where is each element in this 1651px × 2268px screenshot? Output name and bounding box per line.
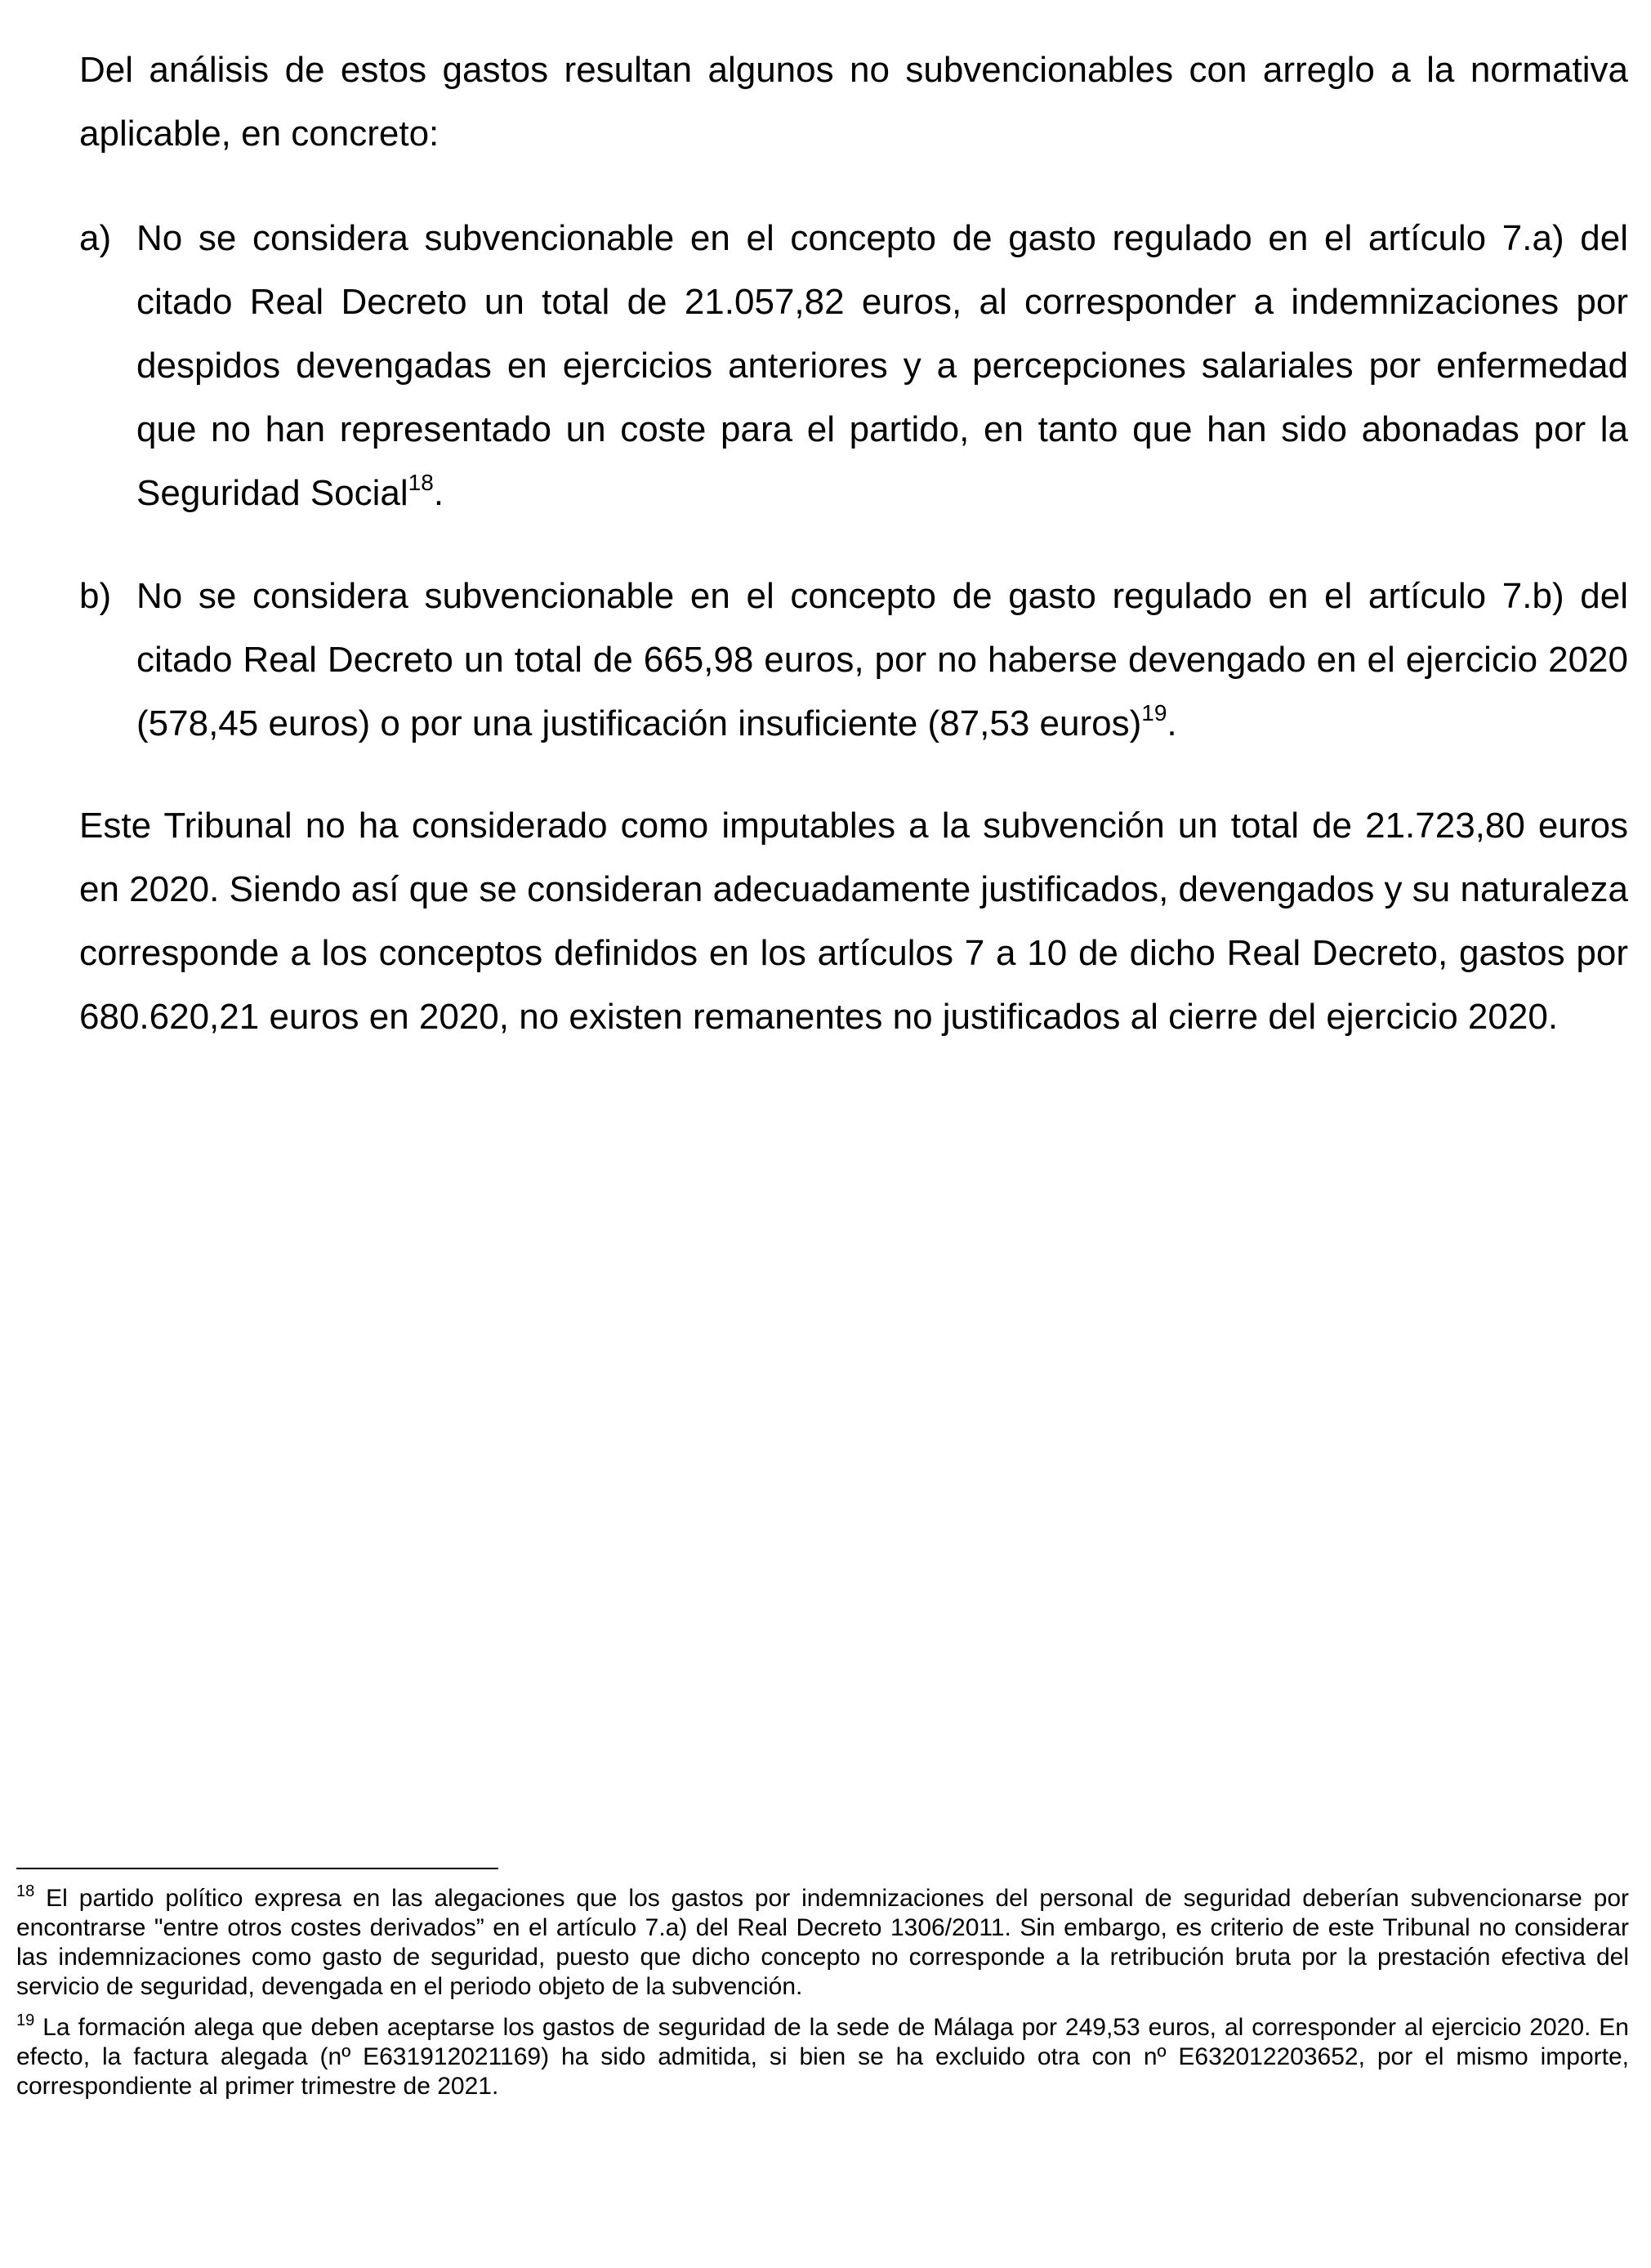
footnote-reference-18[interactable]: 18 <box>408 470 434 495</box>
list-marker: a) <box>79 218 112 258</box>
list-item-body <box>136 565 1628 756</box>
list-marker: b) <box>79 576 112 616</box>
list-item-body <box>136 207 1628 525</box>
footnote-text: La formación alega que deben aceptarse los gastos de seguridad de la sede de Málaga por 249,53 euros, al corresponder al ejercicio 2020. En efecto, la factura alegada (nº E631912021169) ha sido admitida, si bien se ha excluido otra con nº E632012203652, por el mismo importe, correspondiente al primer trimestre de 2021. <box>16 2014 1629 2100</box>
conclusion-paragraph: Este Tribunal no ha considerado como imputables a la subvención un total de 21.723,80 euros en 2020. Siendo así que se consideran adecuadamente justificados, devengados y su naturaleza corresponde a los conceptos definidos en los artículos 7 a 10 de dicho Real Decreto, gastos por 680.620,21 euros en 2020, no existen remanentes no justificados al cierre del ejercicio 2020. <box>79 806 1628 1037</box>
list-item-b <box>79 565 1628 756</box>
list-item-a <box>79 207 1628 525</box>
footnote-separator <box>16 1868 498 1869</box>
footnote-18 <box>16 1884 1629 2002</box>
intro-paragraph: Del análisis de estos gastos resultan algunos no subvencionables con arreglo a la normativa aplicable, en concreto: <box>79 50 1628 154</box>
list-item-text: No se considera subvencionable en el concepto de gasto regulado en el artículo 7.b) del citado Real Decreto un total de 665,98 euros, por no haberse devengado en el ejercicio 2020 (578,45 euros) o por una justificación insuficiente (87,53 euros) <box>136 576 1628 743</box>
list-item-text: No se considera subvencionable en el concepto de gasto regulado en el artículo 7.a) del citado Real Decreto un total de 21.057,82 euros, al corresponder a indemnizaciones por despidos devengadas en ejercicios anteriores y a percepciones salariales por enfermedad que no han representado un coste para el partido, en tanto que han sido abonadas por la Seguridad Social <box>136 218 1628 513</box>
footnote-number: 18 <box>16 1882 35 1900</box>
footnote-reference-19[interactable]: 19 <box>1141 700 1167 725</box>
list-item-tail: . <box>1167 703 1177 743</box>
list-item-tail: . <box>433 473 444 513</box>
footnote-text: El partido político expresa en las alegaciones que los gastos por indemnizaciones del personal de seguridad deberían subvencionarse por encontrarse "entre otros costes derivados” en el artículo 7.a) del Real Decreto 1306/2011. Sin embargo, es criterio de este Tribunal no considerar las indemnizaciones como gasto de seguridad, puesto que dicho concepto no corresponde a la retribución bruta por la prestación efectiva del servicio de seguridad, devengada en el periodo objeto de la subvención. <box>16 1885 1629 2000</box>
footnote-number: 19 <box>16 2011 35 2029</box>
footnote-19 <box>16 2013 1629 2101</box>
